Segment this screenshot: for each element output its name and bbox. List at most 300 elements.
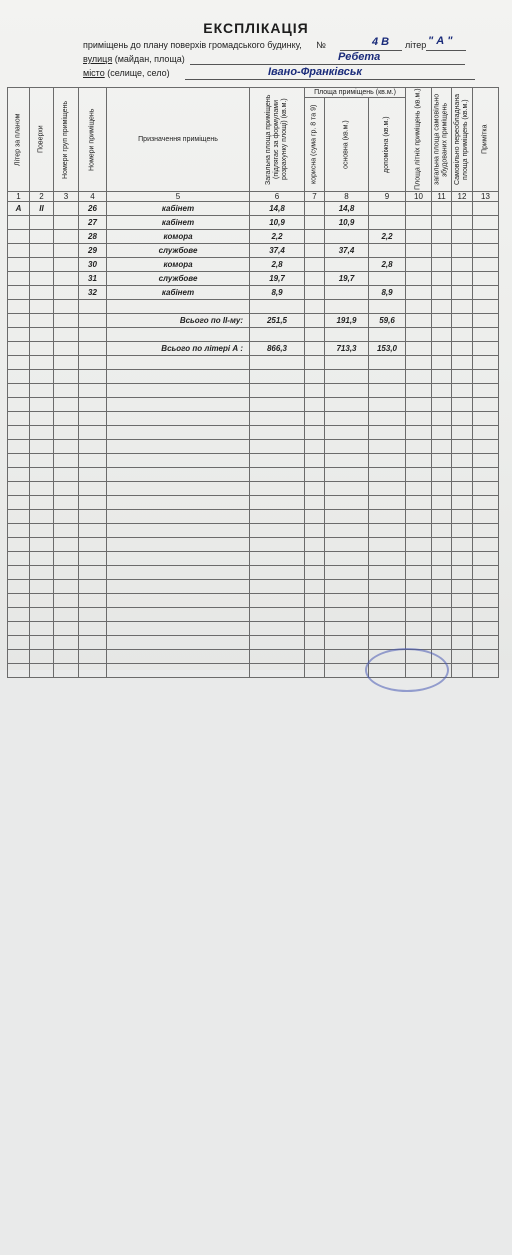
col-number: 11 [432,192,452,202]
empty-cell [107,454,250,468]
liter-total-row [8,342,499,356]
empty-cell [107,328,250,342]
liter-value: " А " [428,35,453,47]
empty-cell [250,328,305,342]
empty-cell [30,622,54,636]
empty-cell [406,538,432,552]
empty-cell [325,454,369,468]
table-row [8,216,499,230]
empty-cell [305,622,325,636]
empty-cell [406,608,432,622]
empty-cell [369,580,406,594]
empty-cell [473,524,499,538]
purpose-cell: комора [107,258,250,272]
useful-area-cell [305,258,325,272]
empty-cell [30,328,54,342]
empty-cell [250,454,305,468]
liter-cell: А [8,202,30,216]
col-number: 4 [79,192,107,202]
empty-cell [8,454,30,468]
empty-cell [305,398,325,412]
group-cell [54,202,79,216]
empty-cell [8,468,30,482]
floor-cell [30,272,54,286]
empty-cell [107,426,250,440]
empty-cell [432,566,452,580]
empty-cell [406,454,432,468]
aux-area-cell [369,272,406,286]
empty-cell [452,328,473,342]
empty-cell [432,538,452,552]
empty-cell [452,272,473,286]
empty-cell [305,482,325,496]
empty-cell [30,412,54,426]
empty-cell [30,468,54,482]
empty-cell [325,608,369,622]
empty-cell [473,286,499,300]
empty-cell [325,370,369,384]
empty-cell [79,384,107,398]
empty-cell [305,468,325,482]
empty-cell [8,412,30,426]
empty-cell [473,538,499,552]
col-number: 8 [325,192,369,202]
empty-cell [54,552,79,566]
room-number-cell: 28 [79,230,107,244]
empty-cell [473,412,499,426]
aux-area-cell [369,202,406,216]
empty-cell [8,538,30,552]
total-area-cell: 2,8 [250,258,305,272]
empty-cell [8,524,30,538]
empty-cell [8,496,30,510]
empty-cell [250,538,305,552]
empty-cell [305,538,325,552]
empty-cell [369,622,406,636]
empty-cell [452,216,473,230]
empty-cell [79,622,107,636]
empty-cell [452,398,473,412]
col-header-total: Загальна площа приміщень (підлягає за формулами розрахунку площі) (кв.м.) [250,88,305,192]
group-cell [54,272,79,286]
empty-cell [473,384,499,398]
empty-cell [473,258,499,272]
empty-cell [79,580,107,594]
aux-area-cell: 2,2 [369,230,406,244]
empty-cell [30,342,54,356]
empty-cell [369,426,406,440]
empty-cell [107,356,250,370]
empty-cell [432,342,452,356]
empty-cell [79,594,107,608]
empty-cell [325,580,369,594]
empty-cell [30,300,54,314]
col-header-aux: допоміжна (кв.м.) [369,98,406,192]
empty-cell [305,384,325,398]
empty-cell [432,510,452,524]
empty-cell [30,566,54,580]
empty-cell [369,594,406,608]
table-row [8,286,499,300]
empty-cell [406,370,432,384]
empty-cell [54,370,79,384]
table-row [8,258,499,272]
empty-cell [452,664,473,678]
empty-cell [79,440,107,454]
purpose-cell: кабінет [107,286,250,300]
empty-cell [473,202,499,216]
useful-area-cell [305,216,325,230]
empty-cell [250,426,305,440]
empty-cell [473,230,499,244]
useful-area-cell [305,286,325,300]
aux-area-cell: 8,9 [369,286,406,300]
empty-cell [250,664,305,678]
col-header-useful: корисна (сума гр. 8 та 9) [305,98,325,192]
empty-cell [8,384,30,398]
empty-cell [30,314,54,328]
table-row [8,244,499,258]
empty-cell [325,510,369,524]
empty-cell [325,622,369,636]
empty-cell [8,608,30,622]
empty-cell [406,202,432,216]
empty-cell [369,300,406,314]
empty-cell [432,370,452,384]
empty-cell [452,426,473,440]
empty-cell [406,622,432,636]
empty-cell [369,496,406,510]
empty-cell [250,552,305,566]
empty-cell [325,398,369,412]
empty-cell [30,636,54,650]
floor-cell [30,244,54,258]
col-number: 6 [250,192,305,202]
empty-cell [305,342,325,356]
empty-cell [107,538,250,552]
empty-cell [54,496,79,510]
empty-cell [325,356,369,370]
table-row [8,412,499,426]
empty-cell [473,314,499,328]
total-area-cell: 10,9 [250,216,305,230]
empty-cell [369,482,406,496]
empty-cell [406,566,432,580]
aux-area-cell [369,244,406,258]
empty-cell [406,482,432,496]
empty-cell [406,230,432,244]
empty-cell [79,496,107,510]
empty-cell [406,510,432,524]
liter-cell [8,286,30,300]
empty-cell [30,580,54,594]
empty-cell [107,566,250,580]
empty-cell [79,426,107,440]
street-value: Ребета [338,51,381,63]
empty-cell [79,482,107,496]
empty-cell [452,538,473,552]
empty-cell [305,496,325,510]
empty-cell [250,650,305,664]
empty-cell [250,440,305,454]
empty-cell [305,412,325,426]
liter-cell [8,216,30,230]
empty-cell [54,538,79,552]
official-stamp [365,648,449,692]
empty-cell [8,580,30,594]
table-row [8,524,499,538]
table-row [8,496,499,510]
empty-cell [305,594,325,608]
table-row [8,454,499,468]
empty-cell [432,300,452,314]
floor-total-main: 191,9 [325,314,369,328]
empty-cell [107,496,250,510]
city-value: Івано-Франківськ [268,66,362,78]
empty-cell [325,538,369,552]
empty-cell [452,580,473,594]
table-row [8,300,499,314]
empty-cell [8,636,30,650]
empty-cell [8,510,30,524]
empty-cell [406,356,432,370]
main-area-cell: 37,4 [325,244,369,258]
empty-cell [107,664,250,678]
empty-cell [325,412,369,426]
empty-cell [30,538,54,552]
empty-cell [432,468,452,482]
empty-cell [432,216,452,230]
aux-area-cell: 2,8 [369,258,406,272]
empty-cell [54,440,79,454]
col-number: 5 [107,192,250,202]
empty-cell [30,398,54,412]
col-number: 7 [305,192,325,202]
group-cell [54,244,79,258]
empty-cell [54,314,79,328]
empty-cell [54,524,79,538]
empty-cell [250,524,305,538]
empty-cell [8,342,30,356]
empty-cell [305,552,325,566]
empty-cell [250,608,305,622]
street-underline [190,64,465,65]
empty-cell [8,566,30,580]
empty-cell [54,468,79,482]
floor-cell [30,230,54,244]
empty-cell [8,664,30,678]
empty-cell [473,608,499,622]
empty-cell [406,328,432,342]
empty-cell [107,608,250,622]
empty-cell [107,510,250,524]
empty-cell [432,496,452,510]
empty-cell [8,356,30,370]
empty-cell [305,440,325,454]
empty-cell [305,370,325,384]
total-area-cell: 19,7 [250,272,305,286]
room-number-cell: 29 [79,244,107,258]
empty-cell [432,244,452,258]
street-line: вулиця (майдан, площа) [83,54,185,64]
group-cell [54,286,79,300]
empty-cell [452,496,473,510]
empty-cell [107,594,250,608]
empty-cell [432,398,452,412]
total-area-cell: 8,9 [250,286,305,300]
empty-cell [79,342,107,356]
empty-cell [473,342,499,356]
empty-cell [54,300,79,314]
useful-area-cell [305,244,325,258]
empty-cell [473,510,499,524]
col-number: 10 [406,192,432,202]
empty-cell [406,524,432,538]
empty-cell [79,412,107,426]
empty-cell [54,566,79,580]
room-number-cell: 30 [79,258,107,272]
empty-cell [452,356,473,370]
empty-cell [452,384,473,398]
empty-cell [432,482,452,496]
empty-cell [432,622,452,636]
table-row [8,384,499,398]
empty-cell [406,286,432,300]
empty-cell [107,440,250,454]
empty-cell [79,650,107,664]
room-number-cell: 26 [79,202,107,216]
empty-cell [452,300,473,314]
building-number: 4 В [372,36,390,48]
table-row [8,510,499,524]
empty-cell [452,230,473,244]
empty-cell [107,384,250,398]
empty-cell [54,398,79,412]
empty-cell [30,482,54,496]
empty-cell [325,594,369,608]
empty-cell [107,580,250,594]
empty-cell [54,384,79,398]
empty-cell [8,426,30,440]
floor-total-label: Всього по ІІ-му: [107,314,250,328]
empty-cell [452,608,473,622]
empty-cell [30,594,54,608]
empty-cell [369,468,406,482]
empty-cell [406,272,432,286]
empty-cell [406,216,432,230]
table-row [8,328,499,342]
empty-cell [8,314,30,328]
empty-cell [325,664,369,678]
document-title: ЕКСПЛІКАЦІЯ [203,20,309,36]
empty-cell [369,510,406,524]
room-number-cell: 32 [79,286,107,300]
col-number: 12 [452,192,473,202]
empty-cell [250,636,305,650]
empty-cell [107,398,250,412]
empty-cell [325,440,369,454]
empty-cell [432,412,452,426]
table-row [8,580,499,594]
floor-total-area: 251,5 [250,314,305,328]
col-header-floor: Поверхи [30,88,54,192]
empty-cell [406,342,432,356]
empty-cell [54,608,79,622]
purpose-cell: службове [107,244,250,258]
table-row [8,622,499,636]
table-row [8,230,499,244]
empty-cell [305,328,325,342]
empty-cell [452,258,473,272]
empty-cell [250,594,305,608]
empty-cell [473,356,499,370]
liter-cell [8,230,30,244]
empty-cell [54,482,79,496]
empty-cell [79,300,107,314]
empty-cell [305,636,325,650]
empty-cell [432,636,452,650]
empty-cell [369,328,406,342]
empty-cell [432,314,452,328]
floor-cell [30,216,54,230]
empty-cell [325,566,369,580]
empty-cell [406,440,432,454]
empty-cell [325,524,369,538]
liter-total-label: Всього по літері А : [107,342,250,356]
empty-cell [406,398,432,412]
empty-cell [369,524,406,538]
empty-cell [452,314,473,328]
table-row [8,636,499,650]
empty-cell [452,244,473,258]
empty-cell [250,580,305,594]
liter-total-aux: 153,0 [369,342,406,356]
empty-cell [406,384,432,398]
floor-total-aux: 59,6 [369,314,406,328]
purpose-cell: комора [107,230,250,244]
empty-cell [406,300,432,314]
empty-cell [8,482,30,496]
empty-cell [30,384,54,398]
empty-cell [325,650,369,664]
empty-cell [452,594,473,608]
empty-cell [452,510,473,524]
liter-cell [8,272,30,286]
empty-cell [8,370,30,384]
liter-label: літер [405,40,427,50]
empty-cell [305,314,325,328]
empty-cell [406,594,432,608]
empty-cell [406,426,432,440]
empty-cell [305,300,325,314]
empty-cell [107,370,250,384]
main-area-cell: 19,7 [325,272,369,286]
floor-cell [30,286,54,300]
empty-cell [54,412,79,426]
empty-cell [79,664,107,678]
empty-cell [79,510,107,524]
table-row [8,566,499,580]
empty-cell [325,328,369,342]
empty-cell [250,468,305,482]
table-row [8,272,499,286]
empty-cell [30,454,54,468]
empty-cell [305,650,325,664]
empty-cell [305,426,325,440]
table-row [8,356,499,370]
col-header-main: основна (кв.м.) [325,98,369,192]
floor-cell [30,258,54,272]
